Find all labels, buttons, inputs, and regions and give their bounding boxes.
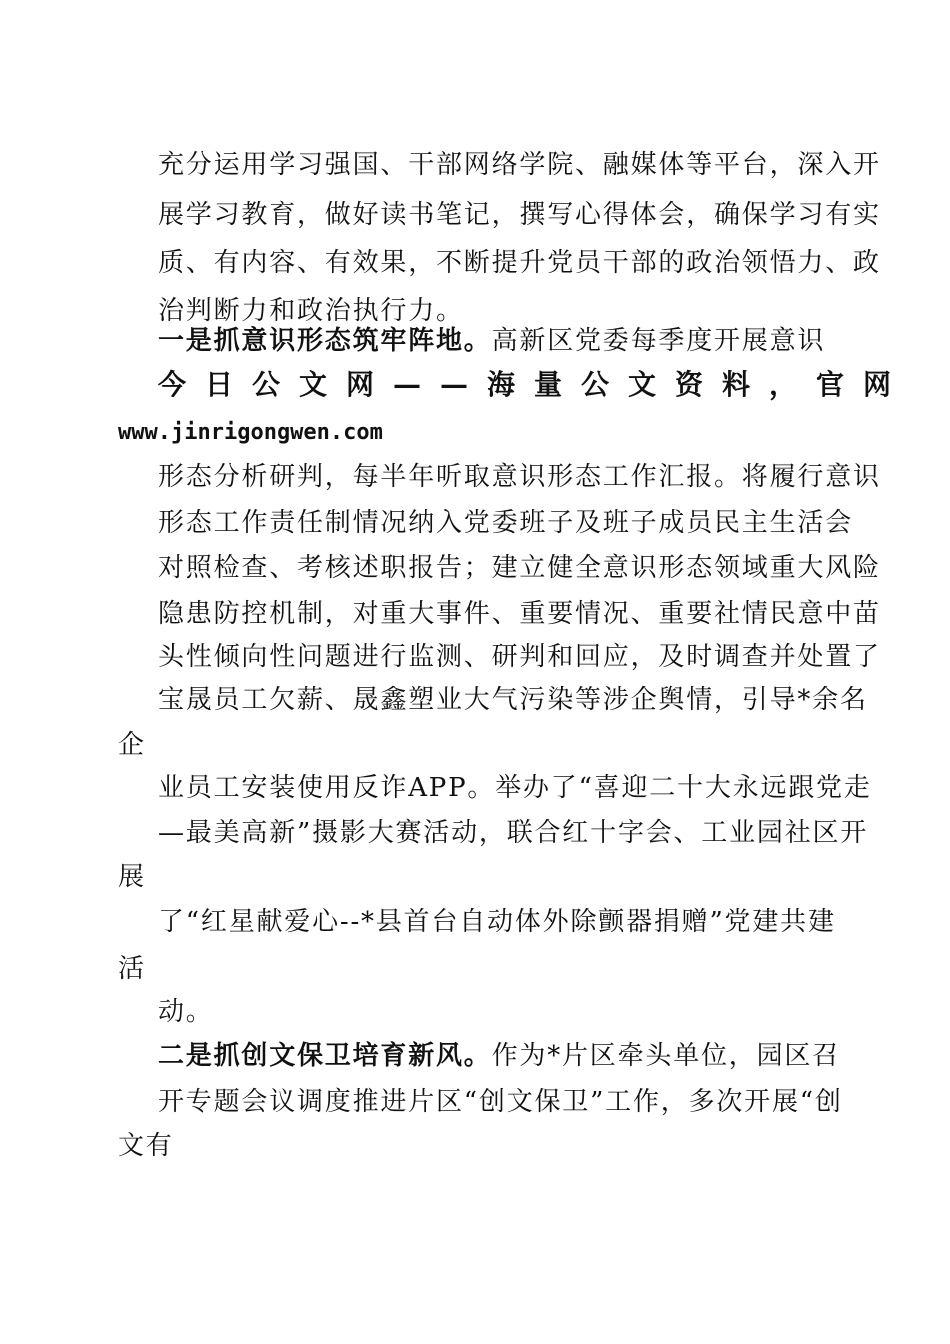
paragraph-line: 治判断力和政治执行力。	[158, 296, 464, 326]
paragraph-line: 动。	[158, 997, 214, 1027]
section-heading-1-text: 高新区党委每季度开展意识	[491, 326, 826, 356]
paragraph-line: —最美高新”摄影大赛活动，联合红十字会、工业园社区开	[158, 818, 869, 848]
paragraph-line: 展	[118, 862, 146, 892]
watermark-url: www.jinrigongwen.com	[118, 420, 383, 445]
section-heading-2	[158, 1039, 840, 1073]
section-heading-1-title: 一是抓意识形态筑牢阵地。	[158, 326, 492, 356]
paragraph-line: 业员工安装使用反诈APP。举办了“喜迎二十大永远跟党走	[158, 773, 872, 803]
paragraph-line: 对照检查、考核述职报告；建立健全意识形态领域重大风险	[158, 553, 881, 583]
paragraph-line: 形态工作责任制情况纳入党委班子及班子成员民主生活会	[158, 508, 854, 538]
paragraph-line: 开专题会议调度推进片区“创文保卫”工作，多次开展“创	[158, 1087, 843, 1117]
paragraph-line: 质、有内容、有效果，不断提升党员干部的政治领悟力、政	[158, 248, 881, 278]
paragraph-line: 宝晟员工欠薪、晟鑫塑业大气污染等涉企舆情，引导*余名	[158, 685, 868, 715]
paragraph-line: 隐患防控机制，对重大事件、重要情况、重要社情民意中苗	[158, 599, 881, 629]
section-heading-1	[158, 324, 825, 358]
paragraph-line: 了“红星献爱心--*县首台自动体外除颤器捐赠”党建共建	[158, 907, 836, 937]
watermark-banner: 今日公文网——海量公文资料，官网	[158, 368, 911, 401]
paragraph-line: 充分运用学习强国、干部网络学院、融媒体等平台，深入开	[158, 150, 881, 180]
section-heading-2-title: 二是抓创文保卫培育新风。	[158, 1041, 492, 1071]
paragraph-line: 形态分析研判，每半年听取意识形态工作汇报。将履行意识	[158, 462, 881, 492]
paragraph-line: 头性倾向性问题进行监测、研判和回应，及时调查并处置了	[158, 642, 881, 672]
paragraph-line: 文有	[118, 1131, 174, 1161]
paragraph-line: 企	[118, 730, 146, 760]
paragraph-line: 活	[118, 954, 146, 984]
section-heading-2-text: 作为*片区牵头单位，园区召	[491, 1041, 841, 1071]
paragraph-line: 展学习教育，做好读书笔记，撰写心得体会，确保学习有实	[158, 200, 881, 230]
